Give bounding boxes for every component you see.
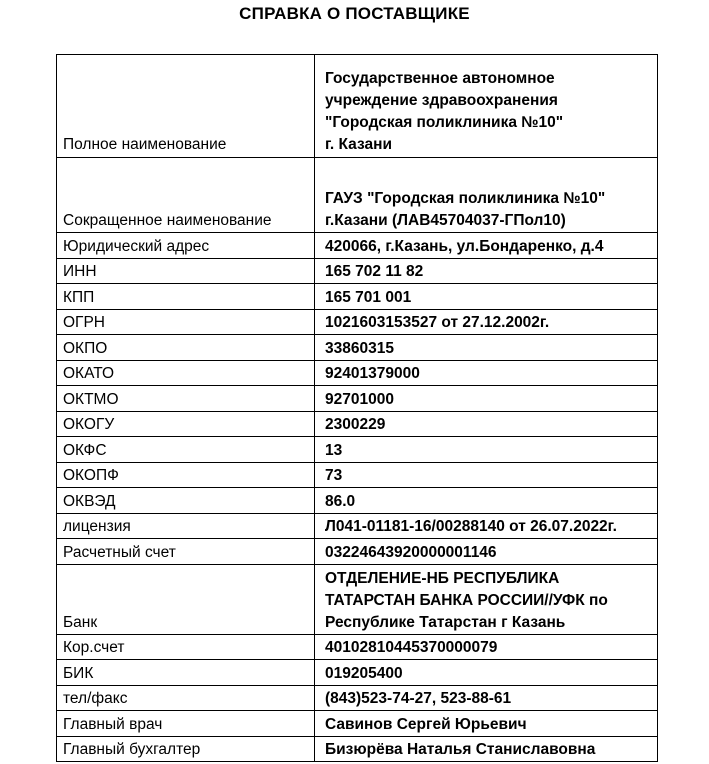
row-label: Сокращенное наименование bbox=[57, 158, 315, 233]
table-row bbox=[57, 685, 658, 711]
row-label: Главный врач bbox=[57, 711, 315, 737]
table-row bbox=[57, 634, 658, 660]
row-value: 019205400 bbox=[315, 660, 658, 686]
table-row bbox=[57, 488, 658, 514]
row-label: тел/факс bbox=[57, 685, 315, 711]
table-row bbox=[57, 711, 658, 737]
table-row bbox=[57, 386, 658, 412]
row-value: 165 702 11 82 bbox=[315, 258, 658, 284]
row-value: 2300229 bbox=[315, 411, 658, 437]
row-label: Юридический адрес bbox=[57, 233, 315, 259]
table-row bbox=[57, 309, 658, 335]
row-value: 73 bbox=[315, 462, 658, 488]
row-label: КПП bbox=[57, 284, 315, 310]
row-label: ОКВЭД bbox=[57, 488, 315, 514]
table-row bbox=[57, 335, 658, 361]
row-label: ОКТМО bbox=[57, 386, 315, 412]
table-row bbox=[57, 736, 658, 762]
row-value: Савинов Сергей Юрьевич bbox=[315, 711, 658, 737]
row-label: БИК bbox=[57, 660, 315, 686]
table-row bbox=[57, 437, 658, 463]
row-value: Государственное автономное учреждение здравоохранения "Городская поликлиника №10" г. Казани bbox=[325, 70, 564, 153]
row-value: 86.0 bbox=[315, 488, 658, 514]
table-row bbox=[57, 539, 658, 565]
table-row bbox=[57, 55, 658, 158]
table-row bbox=[57, 158, 658, 233]
table-row bbox=[57, 284, 658, 310]
row-value: 1021603153527 от 27.12.2002г. bbox=[315, 309, 658, 335]
row-label: ОКФС bbox=[57, 437, 315, 463]
table-row bbox=[57, 462, 658, 488]
row-value: 33860315 bbox=[315, 335, 658, 361]
row-value: 40102810445370000079 bbox=[315, 634, 658, 660]
row-value: ОТДЕЛЕНИЕ-НБ РЕСПУБЛИКА ТАТАРСТАН БАНКА РОССИИ//УФК по Республике Татарстан г Казань bbox=[325, 569, 608, 631]
row-label: ОКОГУ bbox=[57, 411, 315, 437]
table-row bbox=[57, 513, 658, 539]
row-label: Расчетный счет bbox=[57, 539, 315, 565]
document-title: СПРАВКА О ПОСТАВЩИКЕ bbox=[239, 4, 470, 23]
row-label: ИНН bbox=[57, 258, 315, 284]
table-row bbox=[57, 360, 658, 386]
row-value: 92401379000 bbox=[315, 360, 658, 386]
row-label: Полное наименование bbox=[57, 55, 315, 158]
row-label: лицензия bbox=[57, 513, 315, 539]
supplier-info-table bbox=[56, 54, 658, 762]
row-value: 13 bbox=[315, 437, 658, 463]
row-label: Банк bbox=[57, 564, 315, 634]
row-label: Главный бухгалтер bbox=[57, 736, 315, 762]
row-value: 420066, г.Казань, ул.Бондаренко, д.4 bbox=[315, 233, 658, 259]
row-value: ГАУЗ "Городская поликлиника №10" г.Казани (ЛАВ45704037-ГПол10) bbox=[325, 190, 606, 229]
row-label: ОКОПФ bbox=[57, 462, 315, 488]
row-label: ОГРН bbox=[57, 309, 315, 335]
row-value: (843)523-74-27, 523-88-61 bbox=[315, 685, 658, 711]
row-label: ОКАТО bbox=[57, 360, 315, 386]
row-value: 165 701 001 bbox=[315, 284, 658, 310]
table-row bbox=[57, 258, 658, 284]
table-row bbox=[57, 411, 658, 437]
row-value: 03224643920000001146 bbox=[315, 539, 658, 565]
row-value: Л041-01181-16/00288140 от 26.07.2022г. bbox=[315, 513, 658, 539]
row-value: 92701000 bbox=[315, 386, 658, 412]
row-value: Бизюрёва Наталья Станиславовна bbox=[315, 736, 658, 762]
table-row bbox=[57, 233, 658, 259]
row-label: ОКПО bbox=[57, 335, 315, 361]
table-row bbox=[57, 660, 658, 686]
table-row bbox=[57, 564, 658, 634]
row-label: Кор.счет bbox=[57, 634, 315, 660]
